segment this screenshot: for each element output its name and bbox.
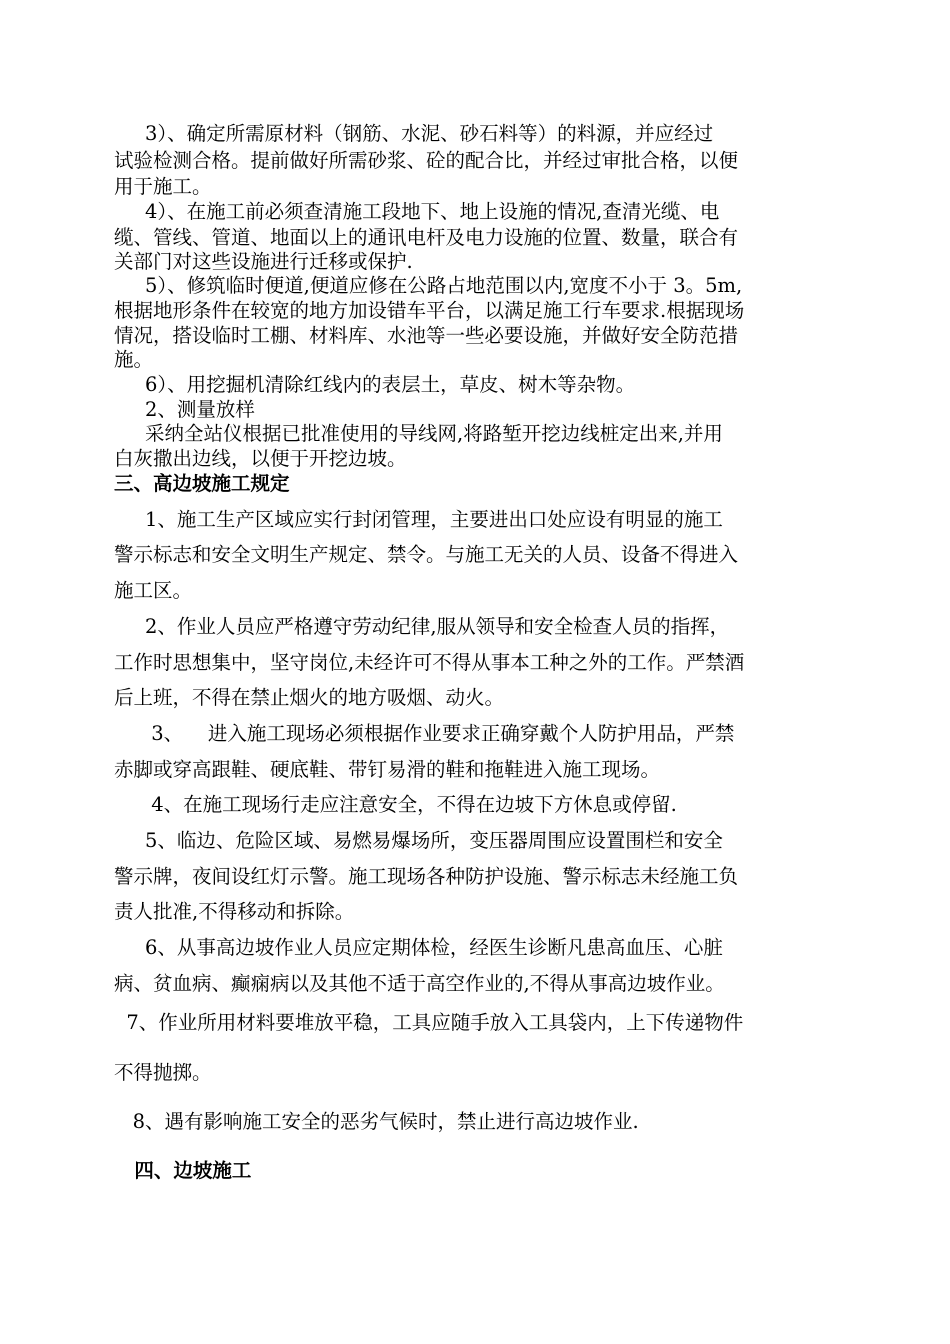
paragraph-line: 6）、用挖掘机清除红线内的表层土，草皮、树木等杂物。 [114,373,636,396]
section-heading-3: 三、高边坡施工规定 [114,472,290,495]
paragraph-line: 4、在施工现场行走应注意安全，不得在边坡下方休息或停留. [114,793,677,816]
paragraph-line: 采纳全站仪根据已批准使用的导线网,将路堑开挖边线桩定出来,并用 [114,422,723,445]
paragraph-line: 施工区。 [114,579,193,602]
section-subheading: 2、测量放样 [114,398,255,421]
paragraph-line: 试验检测合格。提前做好所需砂浆、砼的配合比，并经过审批合格，以便 [114,149,739,172]
paragraph-line: 3、 进入施工现场必须根据作业要求正确穿戴个人防护用品，严禁 [114,722,735,745]
paragraph-line: 1、施工生产区域应实行封闭管理，主要进出口处应设有明显的施工 [114,508,723,531]
paragraph-line: 2、作业人员应严格遵守劳动纪律,服从领导和安全检查人员的指挥， [114,615,730,638]
paragraph-line: 根据地形条件在较宽的地方加设错车平台，以满足施工行车要求.根据现场 [114,299,745,322]
paragraph-line: 赤脚或穿高跟鞋、硬底鞋、带钉易滑的鞋和拖鞋进入施工现场。 [114,758,661,781]
paragraph-line: 关部门对这些设施进行迁移或保护. [114,250,413,273]
paragraph-line: 4）、在施工前必须查清施工段地下、地上设施的情况,查清光缆、电 [114,200,720,223]
paragraph-line: 用于施工。 [114,175,212,198]
paragraph-line: 施。 [114,348,154,371]
section-heading-4: 四、边坡施工 [114,1159,252,1182]
paragraph-line: 3）、确定所需原材料（钢筋、水泥、砂石料等）的料源，并应经过 [114,122,714,145]
paragraph-line: 警示牌，夜间设红灯示警。施工现场各种防护设施、警示标志未经施工负 [114,865,739,888]
paragraph-line: 警示标志和安全文明生产规定、禁令。与施工无关的人员、设备不得进入 [114,543,739,566]
paragraph-line: 情况，搭设临时工棚、材料库、水池等一些必要设施，并做好安全防范措 [114,324,739,347]
paragraph-line: 病、贫血病、癫痫病以及其他不适于高空作业的,不得从事高边坡作业。 [114,972,725,995]
paragraph-line: 后上班，不得在禁止烟火的地方吸烟、动火。 [114,686,505,709]
paragraph-line: 白灰撒出边线，以便于开挖边坡。 [114,447,407,470]
paragraph-line: 缆、管线、管道、地面以上的通讯电杆及电力设施的位置、数量，联合有 [114,226,739,249]
paragraph-line: 5、临边、危险区域、易燃易爆场所，变压器周围应设置围栏和安全 [114,829,723,852]
paragraph-line: 工作时思想集中，坚守岗位,未经许可不得从事本工种之外的工作。严禁酒 [114,651,745,674]
paragraph-line: 6、从事高边坡作业人员应定期体检，经医生诊断凡患高血压、心脏 [114,936,723,959]
paragraph-line: 不得抛掷。 [114,1061,212,1084]
paragraph-line: 8、遇有影响施工安全的恶劣气候时，禁止进行高边坡作业. [114,1110,639,1133]
paragraph-line: 7、作业所用材料要堆放平稳，工具应随手放入工具袋内，上下传递物件 [114,1011,744,1034]
paragraph-line: 责人批准,不得移动和拆除。 [114,900,355,923]
paragraph-line: 5）、修筑临时便道,便道应修在公路占地范围以内,宽度不小于 3。5m, [114,274,743,297]
